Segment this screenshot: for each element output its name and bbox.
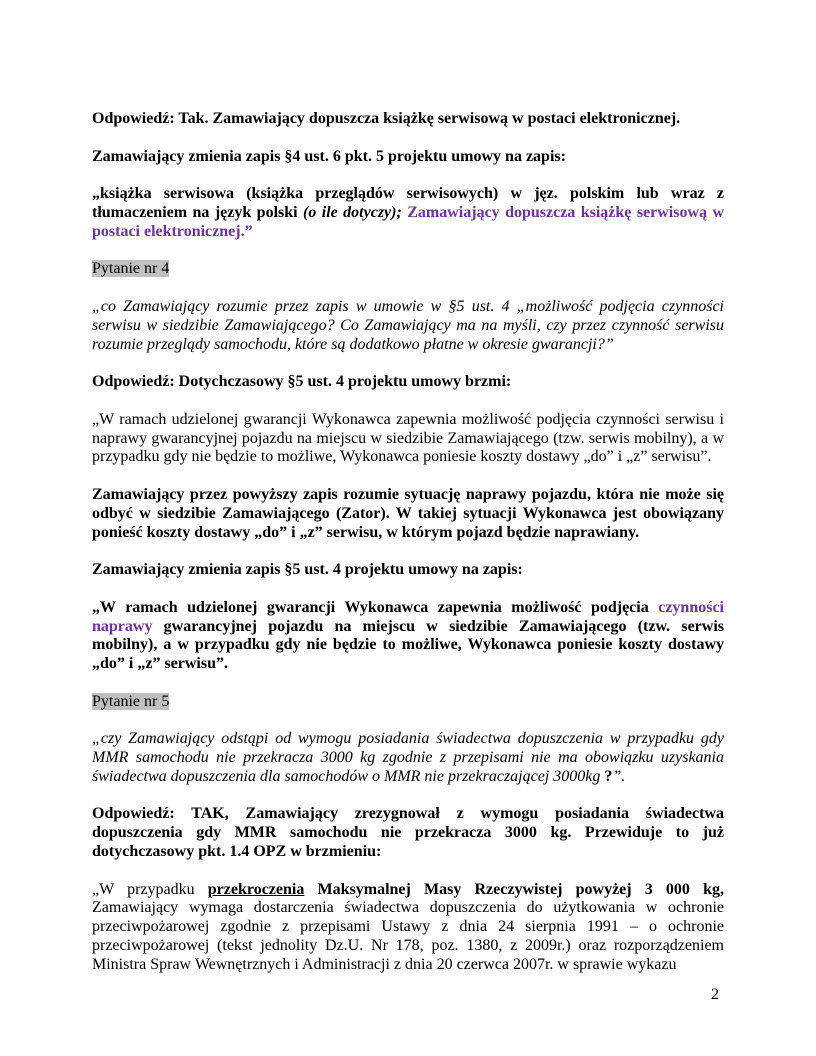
amended-text-purple: Zamawiający dopuszcza książkę serwisową w postaci elektronicznej.” (92, 203, 725, 240)
text-run: ? (604, 767, 613, 785)
amended-text-purple: czynności naprawy (92, 598, 724, 635)
question-heading-highlight: Pytanie nr 4 (92, 260, 170, 278)
document-body (92, 110, 724, 975)
answer-electronic-service-book (92, 110, 724, 129)
answer-q4-intro (92, 373, 724, 392)
emphasized-underlined-term: przekroczenia (207, 880, 305, 898)
text-run: „książka serwisowa (książka przeglądów serwisowych) w jęz. polskim lub wraz z tłumaczeniem na język polski (92, 185, 724, 221)
question-5-text (92, 730, 724, 786)
page-number: 2 (711, 986, 719, 1003)
question-4-text (92, 298, 724, 354)
text-run: gwarancyjnej pojazdu na miejscu w siedzibie Zamawiającego (tzw. serwis mobilny), a w przypadku gdy nie będzie to możliwe, Wykonawca poniesie koszty dostawy „do” i „z” serwisu”. (92, 617, 724, 673)
answer-q5 (92, 805, 724, 861)
answer-q4-explanation (92, 486, 724, 542)
text-run: Maksymalnej Masy Rzeczywistej powyżej 3 000 kg, (304, 880, 724, 898)
text-run: Odpowiedź: Tak. Zamawiający dopuszcza książkę serwisową w postaci elektronicznej. (92, 110, 681, 127)
text-run: „W ramach udzielonej gwarancji Wykonawca zapewnia możliwość podjęcia (92, 598, 659, 616)
text-run: „co Zamawiający rozumie przez zapis w umowie w §5 ust. 4 „możliwość podjęcia czynności serwisu w siedzibie Zamawiającego? Co Zamawiający ma na myśli, czy przez czynność serwisu rozumie przeglądy samochodu, które są dodatkowo płatne w okresie gwarancji?” (92, 297, 724, 353)
text-run: „W ramach udzielonej gwarancji Wykonawca zapewnia możliwość podjęcia czynności serwisu i naprawy gwarancyjnej pojazdu na miejscu w siedzibie Zamawiającego (tzw. serwis mobilny), a w przypadku gdy nie będzie to możliwe, Wykonawca poniesie koszty dostawy „do” i „z” serwisu”. (92, 410, 724, 466)
text-run: Zamawiający zmienia zapis §5 ust. 4 projektu umowy na zapis: (92, 561, 523, 579)
text-run: „czy Zamawiający odstąpi od wymogu posiadania świadectwa dopuszczenia w przypadku gdy MMR samochodu nie przekracza 3000 kg zgodnie z przepisami nie ma obowiązku uzyskania świadectwa dopuszczenia dla samochodów o MMR nie przekraczającej 3000kg (92, 730, 724, 785)
text-run: ”. (612, 767, 626, 785)
text-run: Odpowiedź: Dotychczasowy §5 ust. 4 projektu umowy brzmi: (92, 373, 512, 391)
quoted-clause-par4-new (92, 185, 724, 241)
text-run: Zamawiający zmienia zapis §4 ust. 6 pkt. 5 projektu umowy na zapis: (92, 147, 566, 165)
text-run: „W przypadku (92, 880, 208, 898)
opz-clause-1-4 (92, 881, 724, 975)
question-heading-highlight: Pytanie nr 5 (92, 692, 170, 710)
quoted-clause-par5-current (92, 411, 724, 467)
clause-change-notice-par5 (92, 561, 724, 580)
question-5-heading (92, 693, 724, 712)
text-run: Odpowiedź: TAK, Zamawiający zrezygnował z wymogu posiadania świadectwa dopuszczenia gdy MMR samochodu nie przekracza 3000 kg. Przewiduje to już dotychczasowy pkt. 1.4 OPZ w brzmieniu: (92, 805, 724, 861)
clause-change-notice-par4 (92, 148, 724, 167)
text-run: (o ile dotyczy); (303, 203, 402, 221)
text-run: Zamawiający wymaga dostarczenia świadectwa dopuszczenia do użytkowania w ochronie przeciwpożarowej zgodnie z przepisami Ustawy z dnia 24 sierpnia 1991 – o ochronie przeciwpożarowej (tekst jednolity Dz.U. Nr 178, poz. 1380, z 2009r.) oraz rozporządzeniem Ministra Spraw Wewnętrznych i Administracji z dnia 20 czerwca 2007r. w sprawie wykazu (92, 899, 724, 973)
text-run: Zamawiający przez powyższy zapis rozumie sytuację naprawy pojazdu, która nie może się odbyć w siedzibie Zamawiającego (Zator). W takiej sytuacji Wykonawca jest obowiązany ponieść koszty dostawy „do” i „z” serwisu, w którym pojazd będzie naprawiany. (92, 485, 724, 541)
quoted-clause-par5-new (92, 599, 724, 674)
question-4-heading (92, 260, 724, 279)
